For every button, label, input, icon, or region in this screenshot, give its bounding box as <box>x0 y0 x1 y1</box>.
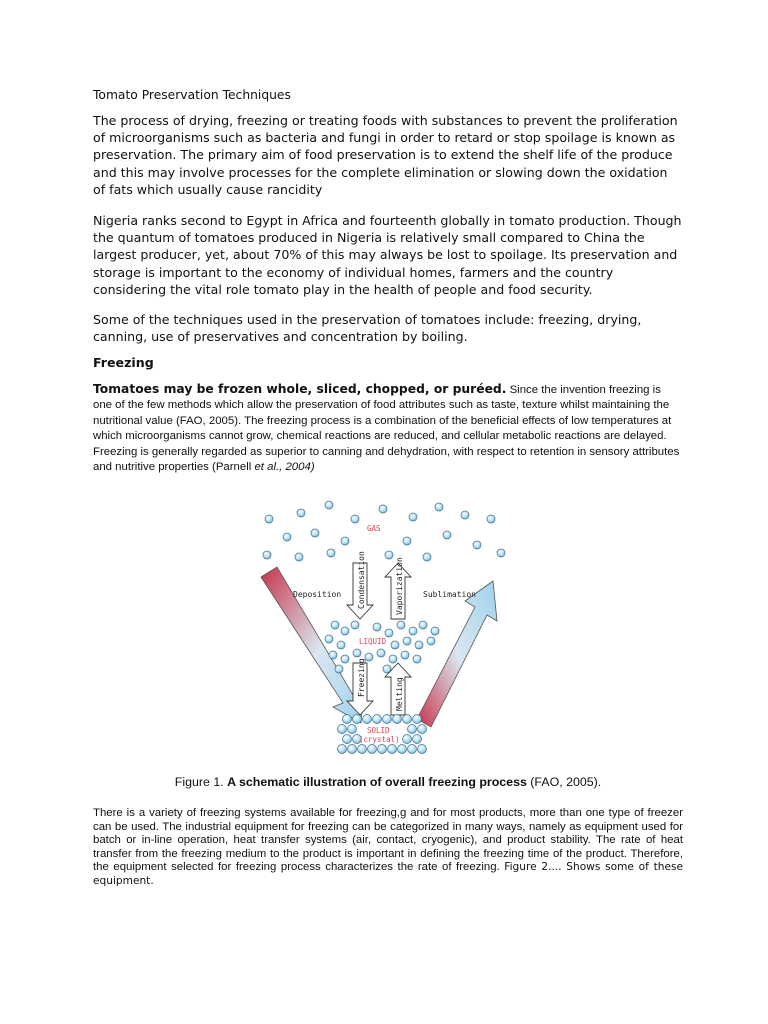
sublimation-arrow <box>417 581 497 727</box>
paragraph-freezing-body: Since the invention freezing is one of the few methods which allow the preservation of food attributes such as taste, texture whilst maintaining the nutritional value (FAO, 2005). The freezing process is a combination of the beneficial effects of low temperatures at which microorganisms cannot grow, chemical reactions are reduced, and cellular metabolic reactions are delayed. Freezing is generally regarded as superior to canning and dehydration, with respect to retention in sensory attributes and nutritive properties (Parnell <box>93 384 680 474</box>
deposition-label: Deposition <box>293 590 342 599</box>
freezing-label: Freezing <box>357 658 366 697</box>
freezing-process-diagram <box>255 497 515 759</box>
caption-source: (FAO, 2005). <box>526 775 602 789</box>
condensation-label: Condensation <box>357 551 366 609</box>
document-title: Tomato Preservation Techniques <box>93 88 291 102</box>
paragraph-freezing <box>93 382 683 475</box>
paragraph-freezing-systems-tail: Figure 2.... Shows some of these equipment. <box>93 861 684 887</box>
gas-label: GAS <box>367 524 381 533</box>
condensation-arrow <box>347 551 373 619</box>
paragraph-freezing-systems-main: There is a variety of freezing systems available for freezing,g and for most products, more than one type of freezer can be used. The industrial equipment for freezing can be categorized in many ways, namely as equipment used for batch or in-line operation, heat transfer systems (air, contact, cryogenic), and product stability. The rate of heat transfer from the freezing medium to the product is important in defining the freezing time of the product. Therefore, the equipment selected for freezing process characterizes the rate of freezing. <box>93 807 683 874</box>
liquid-molecules <box>325 621 439 673</box>
caption-title: A schematic illustration of overall freezing process <box>227 775 527 789</box>
paragraph-preservation-definition: The process of drying, freezing or treating foods with substances to prevent the proliferation of microorganisms such as bacteria and fungi in order to retard or stop spoilage is known as preservation. The primary aim of food preservation is to extend the shelf life of the produce and this may involve processes for the complete elimination or slowing down the oxidation of fats which usually cause rancidity <box>93 113 678 197</box>
paragraph-freezing-lead: Tomatoes may be frozen whole, sliced, chopped, or puréed. <box>93 382 507 396</box>
melting-label: Melting <box>395 677 404 711</box>
sublimation-label: Sublimation <box>423 590 476 599</box>
section-heading-freezing: Freezing <box>93 355 154 370</box>
liquid-label: LIQUID <box>359 637 387 646</box>
paragraph-nigeria-production: Nigeria ranks second to Egypt in Africa and fourteenth globally in tomato production. Though the quantum of tomatoes produced in Nigeria is relatively small compared to China the largest producer, yet, about 70% of this may always be lost to spoilage. Its preservation and storage is important to the economy of individual homes, farmers and the country considering the vital role tomato play in the health of people and food security. <box>93 213 682 297</box>
vaporization-label: Vaporization <box>395 557 404 615</box>
vaporization-arrow <box>385 557 411 619</box>
citation-et-al: et al., 2004) <box>254 461 315 474</box>
paragraph-techniques: Some of the techniques used in the preservation of tomatoes include: freezing, drying, canning, use of preservatives and concentration by boiling. <box>93 312 642 345</box>
caption-prefix: Figure 1. <box>174 775 228 789</box>
crystal-label: (crystal) <box>359 735 400 744</box>
solid-label: SOLID <box>367 726 390 735</box>
gas-molecules <box>263 501 505 561</box>
paragraph-freezing-systems <box>93 807 683 889</box>
figure-caption <box>93 775 683 789</box>
